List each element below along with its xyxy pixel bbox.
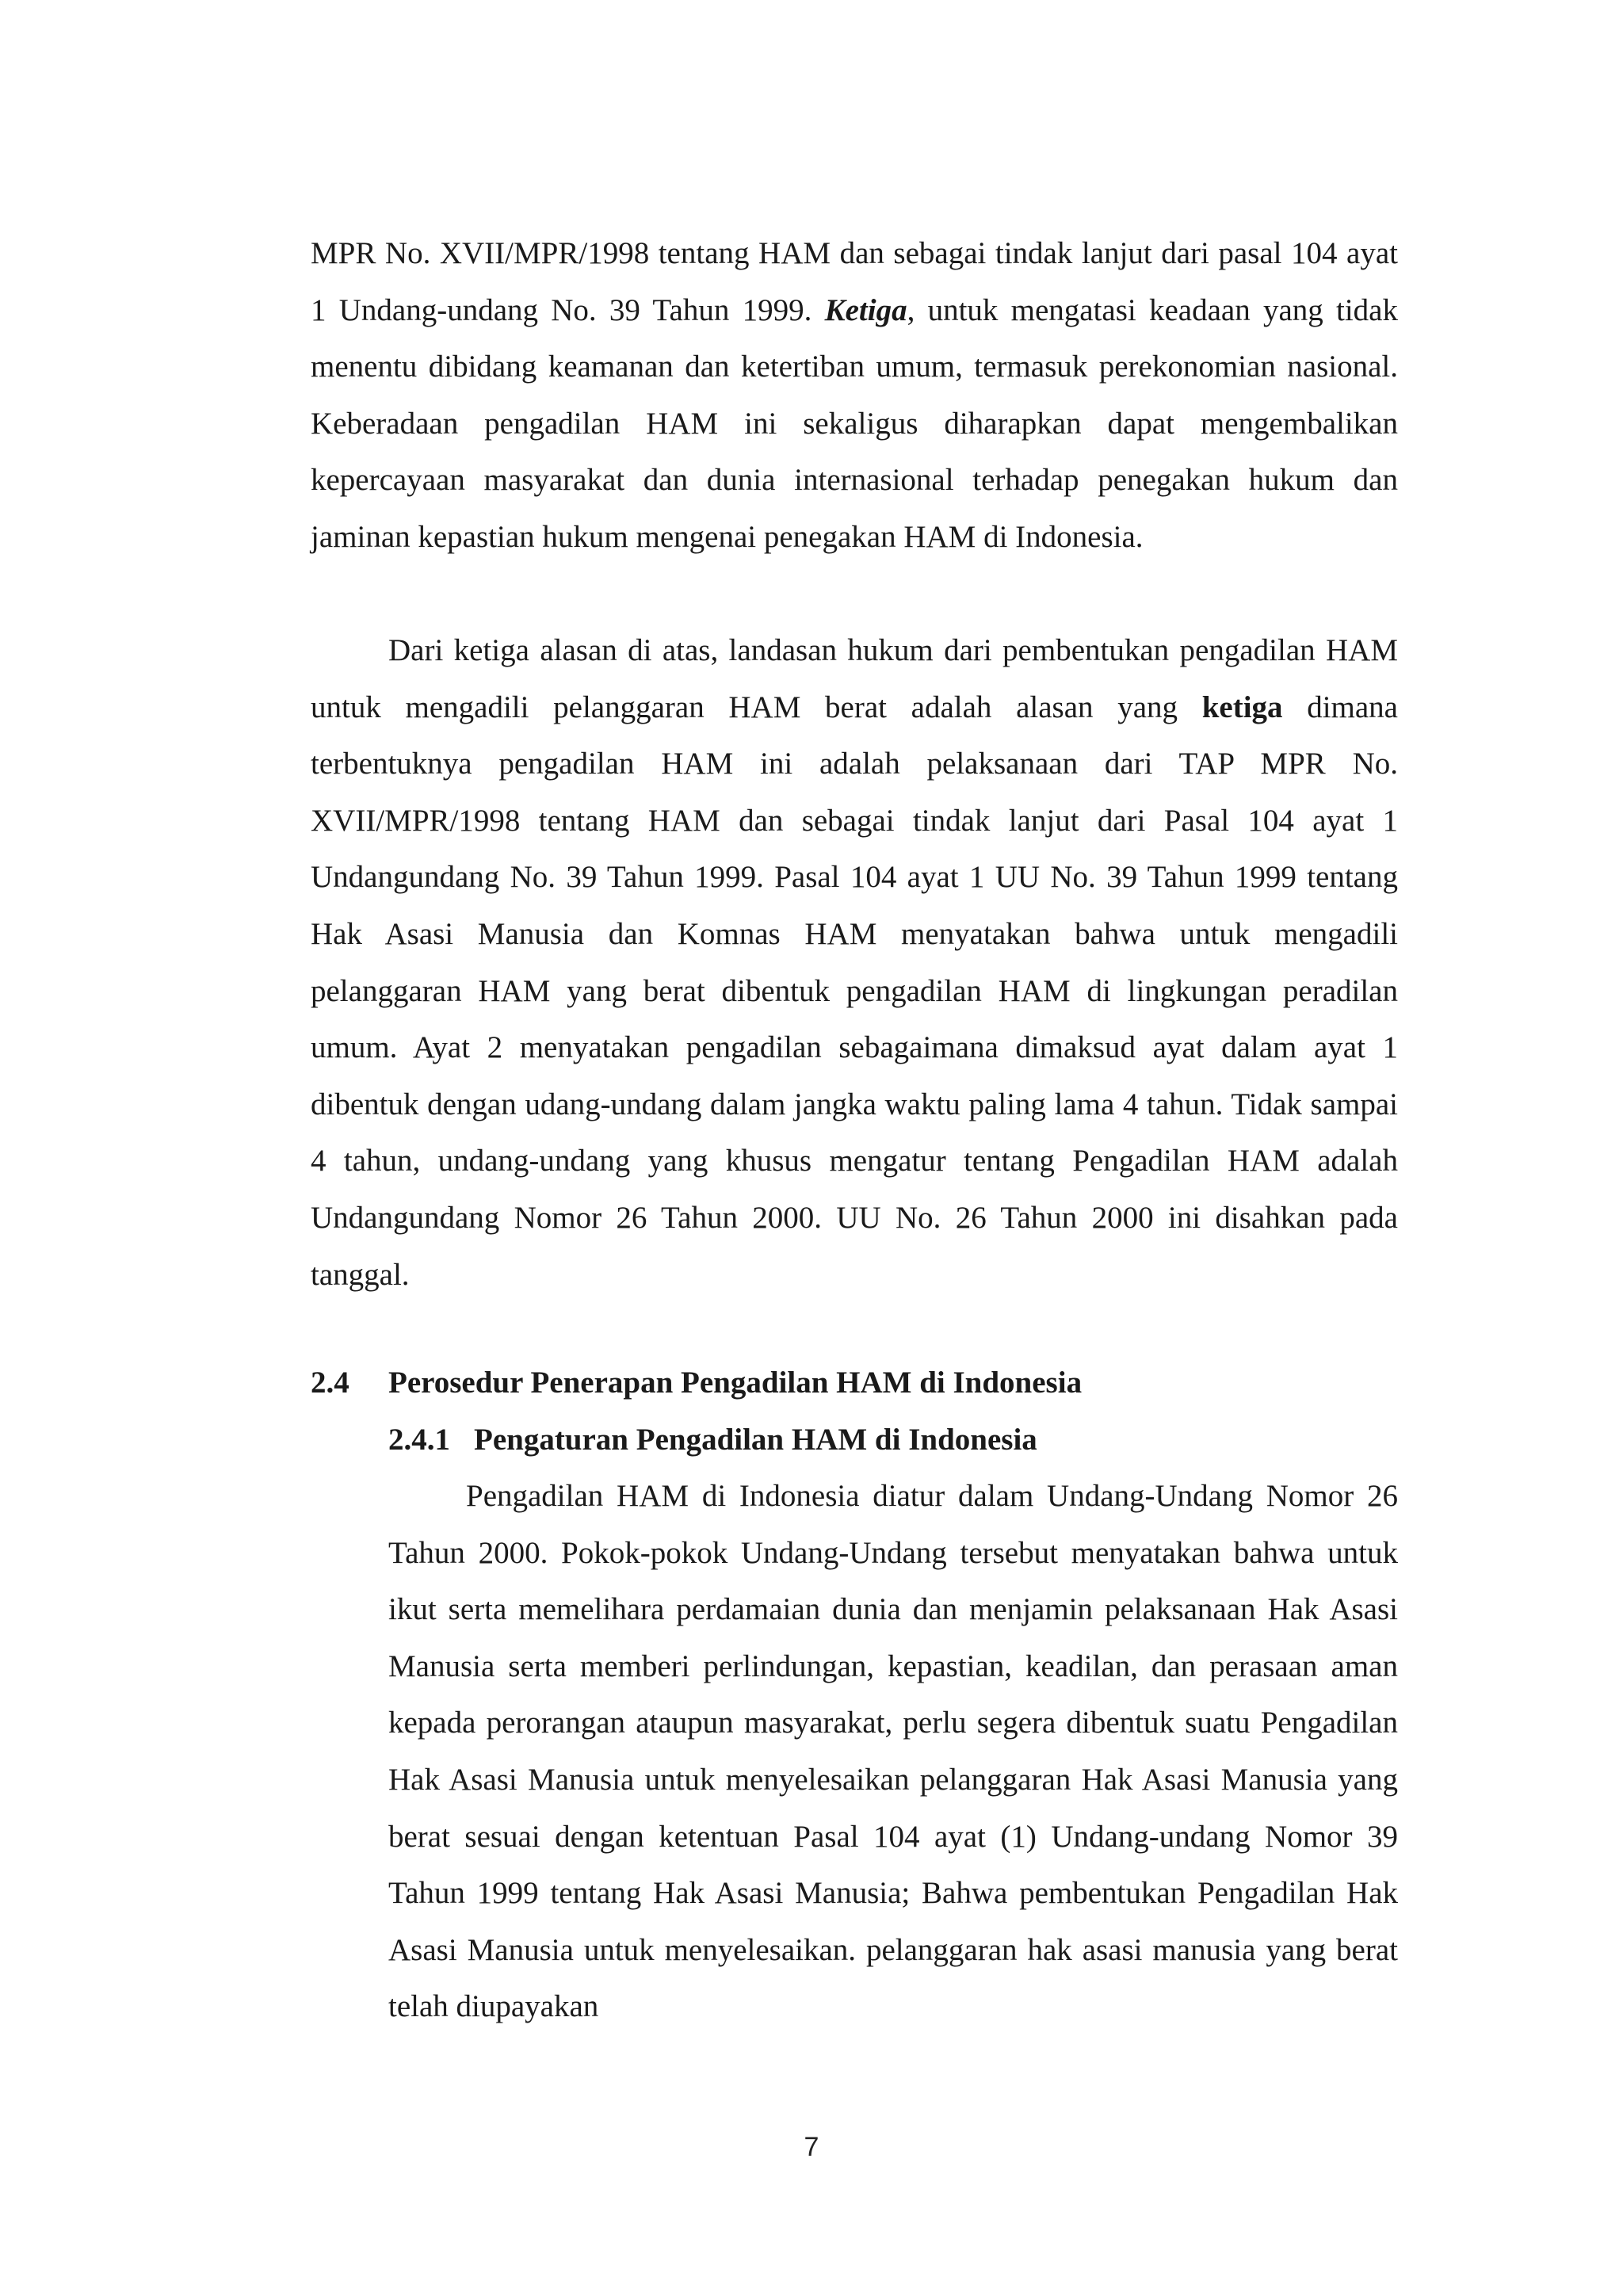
paragraph-1 [311,225,1398,566]
subsection-heading-2-4-1 [388,1412,1037,1469]
paragraph-2-emphasis: ketiga [1201,690,1283,724]
section-number: 2.4 [311,1366,349,1400]
paragraph-2-text-start: Dari ketiga alasan di atas, landasan hukum dari pembentukan pengadilan HAM untuk mengadili pelanggaran HAM berat adalah alasan yang [311,633,1398,724]
paragraph-2-text-end: dimana terbentuknya pengadilan HAM ini adalah pelaksanaan dari TAP MPR No. XVII/MPR/1998 tentang HAM dan sebagai tindak lanjut dari Pasal 104 ayat 1 Undangundang No. 39 Tahun 1999. Pasal 104 ayat 1 UU No. 39 Tahun 1999 tentang Hak Asasi Manusia dan Komnas HAM menyatakan bahwa untuk mengadili pelanggaran HAM yang berat dibentuk pengadilan HAM di lingkungan peradilan umum. Ayat 2 menyatakan pengadilan sebagaimana dimaksud ayat dalam ayat 1 dibentuk dengan udang-undang dalam jangka waktu paling lama 4 tahun. Tidak sampai 4 tahun, undang-undang yang khusus mengatur tentang Pengadilan HAM adalah Undangundang Nomor 26 Tahun 2000. UU No. 26 Tahun 2000 ini disahkan pada tanggal. [311,690,1398,1292]
section-title: Perosedur Penerapan Pengadilan HAM di Indonesia [388,1366,1083,1400]
paragraph-3: Pengadilan HAM di Indonesia diatur dalam Undang-Undang Nomor 26 Tahun 2000. Pokok-pokok Undang-Undang tersebut menyatakan bahwa untuk ikut serta memelihara perdamaian dunia dan menjamin pelaksanaan Hak Asasi Manusia serta memberi perlindungan, kepastian, keadilan, dan perasaan aman kepada perorangan ataupun masyarakat, perlu segera dibentuk suatu Pengadilan Hak Asasi Manusia untuk menyelesaikan pelanggaran Hak Asasi Manusia yang berat sesuai dengan ketentuan Pasal 104 ayat (1) Undang-undang Nomor 39 Tahun 1999 tentang Hak Asasi Manusia; Bahwa pembentukan Pengadilan Hak Asasi Manusia untuk menyelesaikan. pelanggaran hak asasi manusia yang berat telah diupayakan [388,1479,1398,2024]
paragraph-1-emphasis: Ketiga [824,292,907,327]
paragraph-1-text-end: , untuk mengatasi keadaan yang tidak menentu dibidang keamanan dan ketertiban umum, termasuk perekonomian nasional. Keberadaan pengadilan HAM ini sekaligus diharapkan dapat mengembalikan kepercayaan masyarakat dan dunia internasional terhadap penegakan hukum dan jaminan kepastian hukum mengenai penegakan HAM di Indonesia. [311,292,1398,554]
subsection-number: 2.4.1 [388,1423,450,1457]
section-heading-2-4 [311,1354,1082,1412]
subsection-title: Pengaturan Pengadilan HAM di Indonesia [474,1423,1037,1457]
page-number: 7 [804,2132,819,2162]
paragraph-2 [311,622,1398,1303]
paragraph-1-text-start: MPR No. XVII/MPR/1998 tentang HAM dan sebagai tindak lanjut dari pasal 104 ayat 1 Undang-undang No. 39 Tahun 1999. [311,236,1398,327]
